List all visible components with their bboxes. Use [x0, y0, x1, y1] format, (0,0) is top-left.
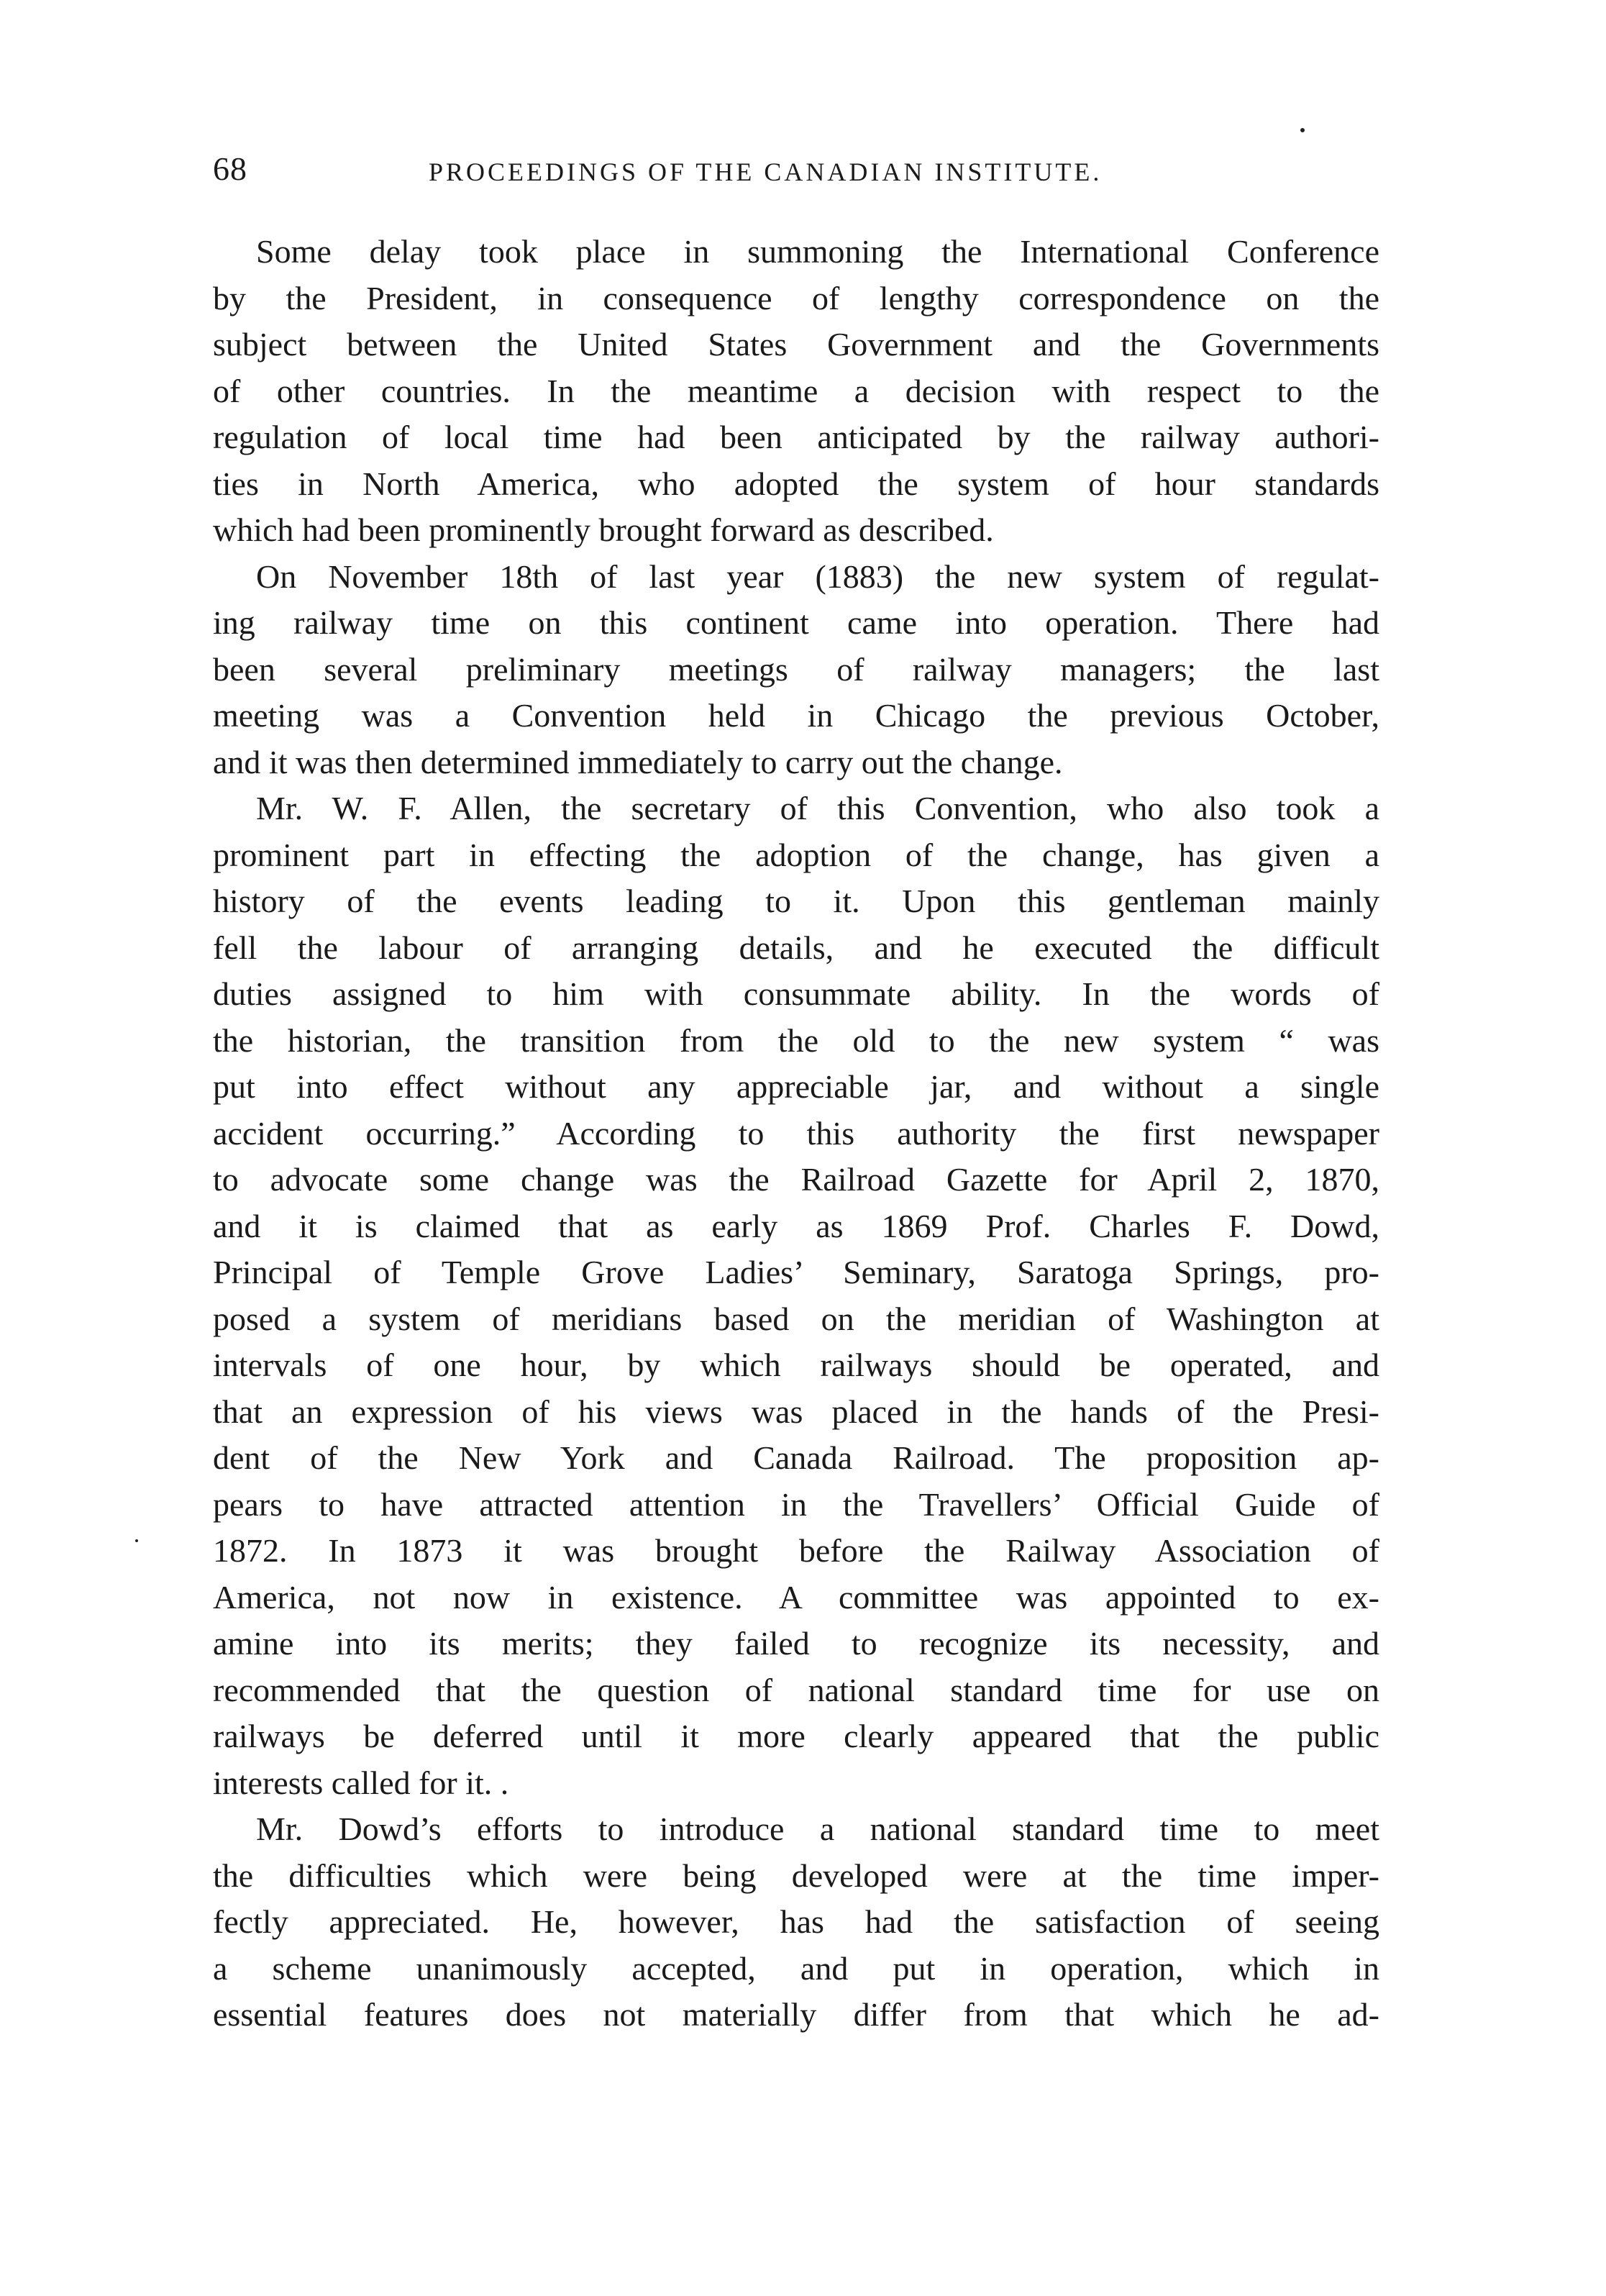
text-line: the historian, the transition from the old to the new system “ was: [213, 1021, 1379, 1059]
text-line: to advocate some change was the Railroad Gazette for April 2, 1870,: [213, 1161, 1379, 1198]
print-speck: [1300, 128, 1305, 132]
text-line: history of the events leading to it. Upon this gentleman mainly: [213, 883, 1379, 919]
text-line: dent of the New York and Canada Railroad. The proposition ap-: [213, 1439, 1379, 1476]
print-speck: [135, 1539, 138, 1542]
running-head: PROCEEDINGS OF THE CANADIAN INSTITUTE.: [429, 158, 1103, 186]
text-line: fectly appreciated. He, however, has had the satisfaction of seeing: [213, 1903, 1379, 1940]
text-line: accident occurring.” According to this authority the first newspaper: [213, 1114, 1379, 1152]
text-line: Some delay took place in summoning the International Conference: [256, 233, 1379, 270]
text-line: recommended that the question of national standard time for use on: [213, 1671, 1379, 1708]
text-line: put into effect without any appreciable jar, and without a single: [213, 1068, 1379, 1105]
text-line: ties in North America, who adopted the system of hour standards: [213, 465, 1379, 502]
text-line: railways be deferred until it more clearly appeared that the public: [213, 1718, 1379, 1754]
text-line: and it is claimed that as early as 1869 Prof. Charles F. Dowd,: [213, 1207, 1379, 1244]
text-line: Mr. W. F. Allen, the secretary of this Convention, who also took a: [256, 790, 1379, 826]
text-line: intervals of one hour, by which railways should be operated, and: [213, 1347, 1379, 1383]
text-line: been several preliminary meetings of railway managers; the last: [213, 650, 1379, 688]
text-line: amine into its merits; they failed to recognize its necessity, and: [213, 1625, 1379, 1662]
text-line: that an expression of his views was placed in the hands of the Presi-: [213, 1393, 1379, 1430]
text-line: meeting was a Convention held in Chicago the previous October,: [213, 697, 1379, 734]
text-line: essential features does not materially differ from that which he ad-: [213, 1996, 1379, 2033]
text-line: interests called for it. .: [213, 1764, 509, 1801]
body-text: [213, 229, 1379, 2038]
text-line: by the President, in consequence of lengthy correspondence on the: [213, 279, 1379, 316]
text-line: posed a system of meridians based on the meridian of Washington at: [213, 1300, 1379, 1337]
text-line: 1872. In 1873 it was brought before the Railway Association of: [213, 1532, 1379, 1569]
text-line: America, not now in existence. A committee was appointed to ex-: [213, 1578, 1379, 1616]
text-line: On November 18th of last year (1883) the new system of regulat-: [256, 557, 1379, 595]
text-line: Mr. Dowd’s efforts to introduce a national standard time to meet: [256, 1810, 1379, 1847]
text-line: ing railway time on this continent came into operation. There had: [213, 604, 1379, 641]
text-line: pears to have attracted attention in the Travellers’ Official Guide of: [213, 1485, 1379, 1523]
text-line: prominent part in effecting the adoption of the change, has given a: [213, 836, 1379, 873]
text-line: a scheme unanimously accepted, and put in operation, which in: [213, 1949, 1379, 1987]
text-line: Principal of Temple Grove Ladies’ Seminary, Saratoga Springs, pro-: [213, 1254, 1379, 1290]
page-number: 68: [213, 150, 247, 187]
text-line: which had been prominently brought forward as described.: [213, 511, 994, 548]
text-line: duties assigned to him with consummate ability. In the words of: [213, 975, 1379, 1012]
text-line: the difficulties which were being developed were at the time imper-: [213, 1857, 1379, 1894]
page-header: [213, 150, 1392, 193]
text-line: subject between the United States Government and the Governments: [213, 326, 1379, 363]
text-line: of other countries. In the meantime a decision with respect to the: [213, 372, 1379, 409]
text-line: fell the labour of arranging details, and he executed the difficult: [213, 929, 1379, 966]
text-line: and it was then determined immediately to carry out the change.: [213, 743, 1063, 780]
text-line: regulation of local time had been anticipated by the railway authori-: [213, 419, 1379, 455]
